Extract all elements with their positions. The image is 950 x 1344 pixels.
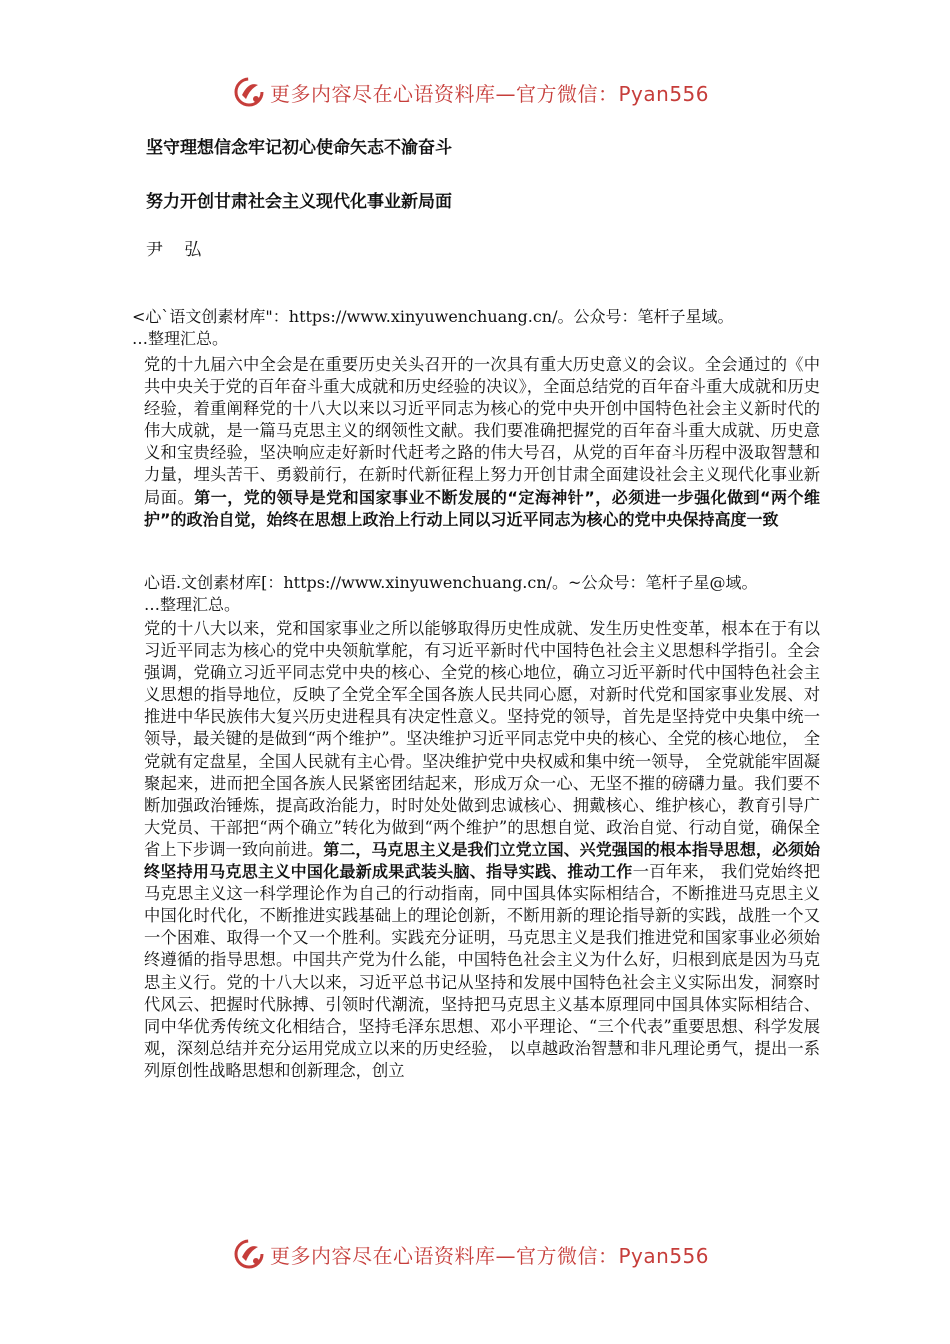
source-note-1 [132, 306, 832, 350]
body-paragraph-2 [144, 618, 820, 1148]
source-note-1-line-1: <心`语文创素材库"：https://www.xinyuwenchuang.cn/。公众号：笔杆子星域。 [132, 307, 734, 326]
paragraph-1-text: 党的十九届六中全会是在重要历史关头召开的一次具有重大历史意义的会议。全会通过的《中共中央关于党的百年奋斗重大成就和历史经验的决议》，全面总结党的百年奋斗重大成就和历史经验，着重阐释党的十八大以来以习近平同志为核心的党中央开创中国特色社会主义新时代的伟大成就，是一篇马克思主义的纲领性文献。我们要准确把握党的百年奋斗重大成就、历史意义和宝贵经验，坚决响应走好新时代赶考之路的伟大号召，从党的百年奋斗历程中汲取智慧和力量，埋头苦干、勇毅前行，在新时代新征程上努力开创甘肃全面建设社会主义现代化事业新局面。 [144, 355, 820, 507]
article-title-line-2: 努力开创甘肃社会主义现代化事业新局面 [146, 192, 452, 212]
section-heading-2: 第二，马克思主义是我们立党立国、兴党强国的根本指导思想，必须始 终坚持用马克思主义中国化最新成果武装头脑、指导实践、推动工作 [144, 839, 820, 882]
section-heading-1: 第一，党的领导是党和国家事业不断发展的“定海神针”，必须进一步强化做到“两个维护”的政治自觉，始终在思想上政治上行动上同以习近平同志为核心的党中央保持高度一致 [144, 487, 820, 529]
footer-banner [232, 1236, 752, 1272]
author: 尹 弘 [146, 240, 210, 260]
banner-text: 更多内容尽在心语资料库—官方微信：Pyan556 [270, 81, 710, 106]
paragraph-2-text: 党的十八大以来，党和国家事业之所以能够取得历史性成就、发生历史性变革，根本在于有以习近平同志为核心的党中央领航掌舵，有习近平新时代中国特色社会主义思想科学指引。全会强调，党确立习近平同志党中央的核心、全党的核心地位，确立习近平新时代中国特色社会主义思想的指导地位，反映了全党全军全国各族人民共同心愿，对新时代党和国家事业发展、对推进中华民族伟大复兴历史进程具有决定性意义。坚持党的领导，首先是坚持党中央集中统一领导，最关键的是做到“两个维护”。坚决维护习近平同志党中央的核心、全党的核心地位， 全党就有定盘星，全国人民就有主心骨。坚决维护党中央权威和集中统一领导， 全党就能牢固凝聚起来，进而把全国各族人民紧密团结起来，形成万众一心、无坚不摧的磅礴力量。我们要不断加强政治锤炼，提高政治能力，时时处处做到忠诚核心、拥戴核心、维护核心，教育引导广大党员、干部把“两个确立”转化为做到“两个维护”的思想自觉、政治自觉、行动自觉，确保全省上下步调一致向前进。 [144, 619, 820, 859]
article-title-line-1: 坚守理想信念牢记初心使命矢志不渝奋斗 [146, 138, 452, 158]
paragraph-3-text: 一百年来， 我们党始终把马克思主义这一科学理论作为自己的行动指南，同中国具体实际相结合，不断推进马克思主义中国化时代化，不断推进实践基础上的理论创新，不断用新的理论指导新的实践，战胜一个又一个困难、取得一个又一个胜利。实践充分证明，马克思主义是我们推进党和国家事业必须始终遵循的指导思想。中国共产党为什么能，中国特色社会主义为什么好，归根到底是因为马克思主义行。党的十八大以来，习近平总书记从坚持和发展中国特色社会主义实际出发，洞察时代风云、把握时代脉搏、引领时代潮流，坚持把马克思主义基本原理同中国具体实际相结合、同中华优秀传统文化相结合，坚持毛泽东思想、邓小平理论、“三个代表”重要思想、科学发展观，深刻总结并充分运用党成立以来的历史经验， 以卓越政治智慧和非凡理论勇气，提出一系列原创性战略思想和创新理念，创立 [144, 862, 820, 1080]
banner-text: 更多内容尽在心语资料库—官方微信：Pyan556 [270, 1243, 710, 1268]
body-paragraph-1 [144, 354, 820, 531]
source-note-1-line-2: …整理汇总。 [132, 329, 229, 348]
source-note-2 [144, 572, 844, 616]
brand-logo-icon [232, 75, 266, 109]
source-note-2-line-1: 心语.文创素材库[：https://www.xinyuwenchuang.cn/。~公众号：笔杆子星@域。 [144, 573, 758, 592]
brand-logo-icon [232, 1237, 266, 1271]
header-banner [232, 74, 752, 110]
source-note-2-line-2: …整理汇总。 [144, 595, 241, 614]
